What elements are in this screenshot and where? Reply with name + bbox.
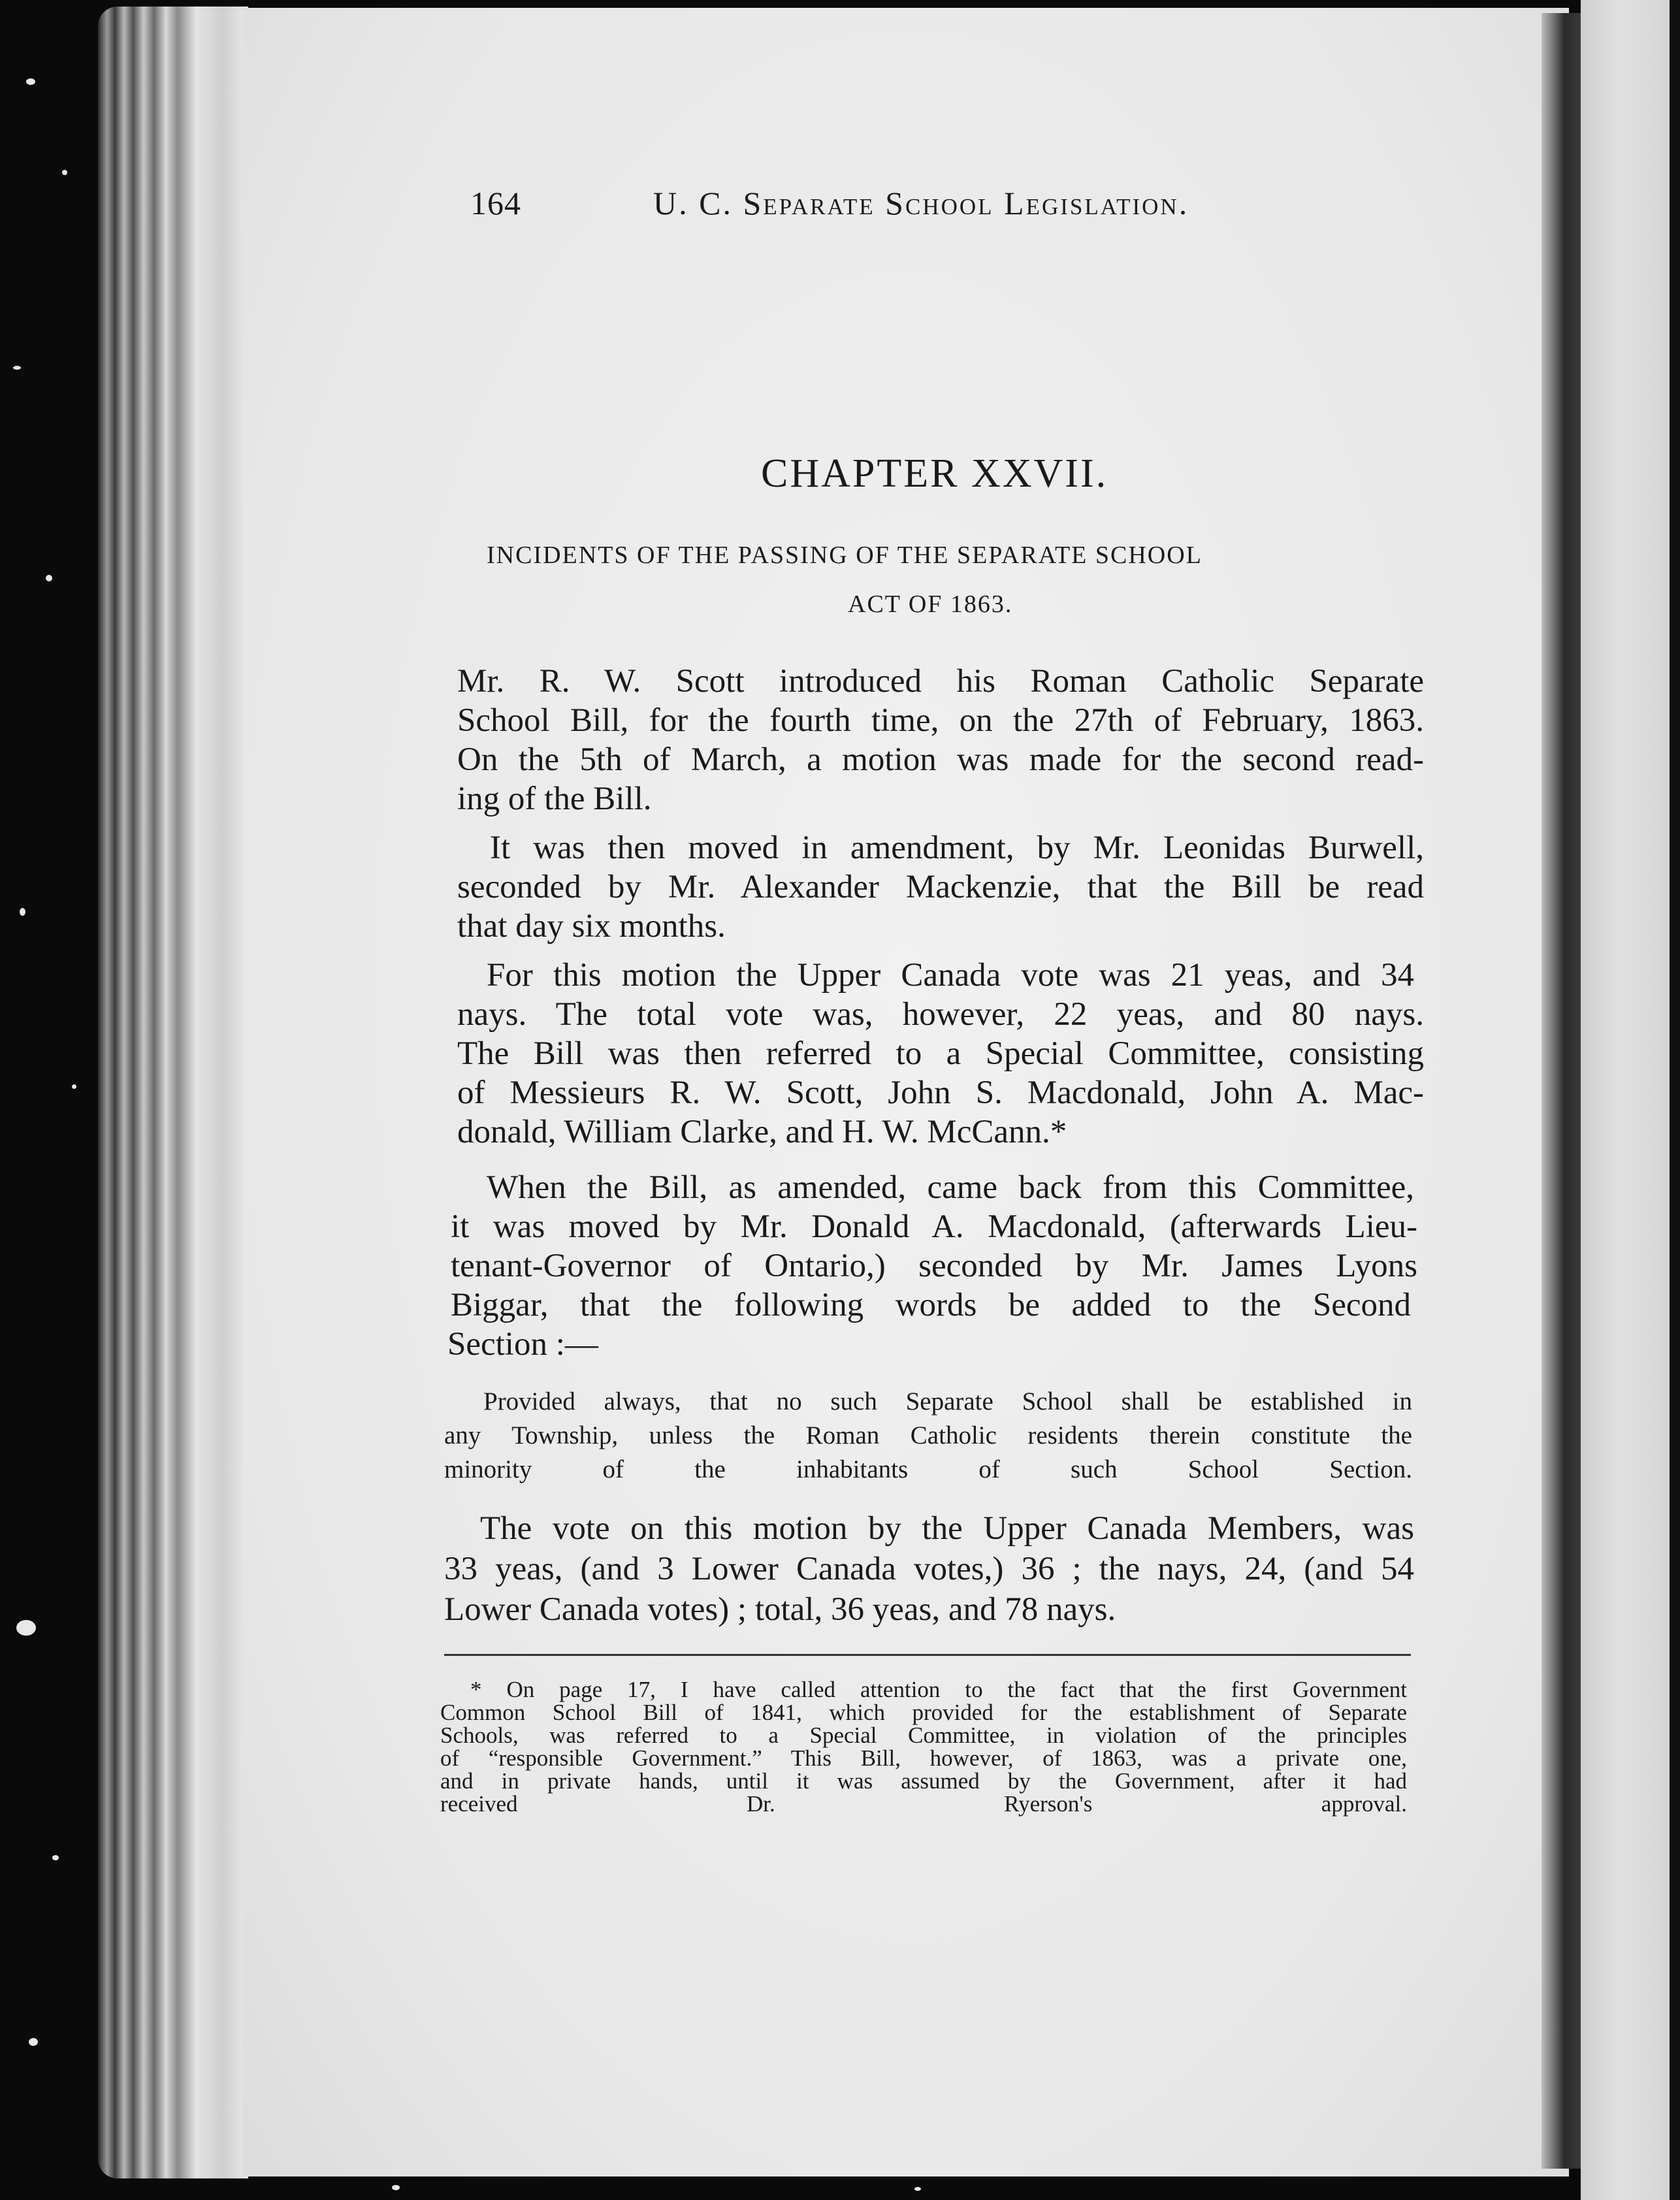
body-line: School Bill, for the fourth time, on the 27th of February, 1863. <box>457 702 1424 739</box>
dust-speck <box>52 1855 59 1860</box>
body-line: donald, William Clarke, and H. W. McCann.* <box>457 1114 1067 1150</box>
page-number: 164 <box>470 185 521 221</box>
quotation-line: Provided always, that no such Separate School shall be established in <box>483 1387 1412 1415</box>
quotation-line: minority of the inhabitants of such School Section. <box>444 1455 1412 1483</box>
footnote-line: received Dr. Ryerson's approval. <box>440 1791 1407 1817</box>
book-gutter <box>1542 13 1581 2169</box>
dust-speck <box>62 170 67 175</box>
body-line: On the 5th of March, a motion was made for the second read- <box>457 741 1424 778</box>
footnote-line: and in private hands, until it was assumed by the Government, after it had <box>440 1768 1407 1794</box>
quotation-line: any Township, unless the Roman Catholic residents therein constitute the <box>444 1421 1412 1449</box>
footnote-line: Common School Bill of 1841, which provided for the establishment of Separate <box>440 1700 1407 1725</box>
body-line: Mr. R. W. Scott introduced his Roman Catholic Separate <box>457 663 1424 700</box>
body-line: Lower Canada votes) ; total, 36 yeas, and 78 nays. <box>444 1591 1116 1628</box>
body-line: it was moved by Mr. Donald A. Macdonald, (afterwards Lieu- <box>451 1208 1417 1245</box>
dust-speck <box>914 2187 921 2191</box>
footnote-rule <box>444 1654 1411 1656</box>
dust-speck <box>72 1084 76 1089</box>
footnote-line: Schools, was referred to a Special Committee, in violation of the principles <box>440 1723 1407 1748</box>
body-line: 33 yeas, (and 3 Lower Canada votes,) 36 ; the nays, 24, (and 54 <box>444 1551 1414 1587</box>
dust-speck <box>13 366 21 370</box>
body-line: It was then moved in amendment, by Mr. Leonidas Burwell, <box>490 830 1424 866</box>
footnote-line: of “responsible Government.” This Bill, however, of 1863, was a private one, <box>440 1745 1407 1771</box>
dust-speck <box>26 78 35 85</box>
body-line: nays. The total vote was, however, 22 yeas, and 80 nays. <box>457 996 1424 1033</box>
chapter-subtitle-line: ACT OF 1863. <box>848 590 1013 618</box>
body-line: The Bill was then referred to a Special Committee, consisting <box>457 1035 1424 1072</box>
body-line: Section :— <box>447 1326 598 1363</box>
book-page-edges <box>98 7 248 2178</box>
body-line: of Messieurs R. W. Scott, John S. Macdonald, John A. Mac- <box>457 1075 1424 1111</box>
footnote-line: * On page 17, I have called attention to the fact that the first Government <box>470 1677 1407 1702</box>
chapter-subtitle-line: INCIDENTS OF THE PASSING OF THE SEPARATE SCHOOL <box>487 542 1203 569</box>
body-line: The vote on this motion by the Upper Canada Members, was <box>480 1510 1414 1547</box>
facing-page-edge <box>1581 0 1680 2200</box>
dust-speck <box>16 1620 36 1636</box>
dust-speck <box>46 575 52 581</box>
body-line: that day six months. <box>457 908 726 945</box>
dust-speck <box>392 2185 400 2190</box>
running-title: U. C. Separate School Legislation. <box>653 185 1189 221</box>
body-line: When the Bill, as amended, came back from this Committee, <box>487 1169 1414 1206</box>
body-line: tenant-Governor of Ontario,) seconded by Mr. James Lyons <box>451 1248 1417 1284</box>
scan-border <box>1670 0 1680 2200</box>
body-line: seconded by Mr. Alexander Mackenzie, that the Bill be read <box>457 869 1424 905</box>
dust-speck <box>29 2038 38 2046</box>
dust-speck <box>20 908 25 916</box>
body-line: ing of the Bill. <box>457 781 652 817</box>
chapter-heading: CHAPTER XXVII. <box>761 451 1108 496</box>
body-line: Biggar, that the following words be added to the Second <box>451 1287 1411 1323</box>
body-line: For this motion the Upper Canada vote was 21 yeas, and 34 <box>487 957 1414 994</box>
